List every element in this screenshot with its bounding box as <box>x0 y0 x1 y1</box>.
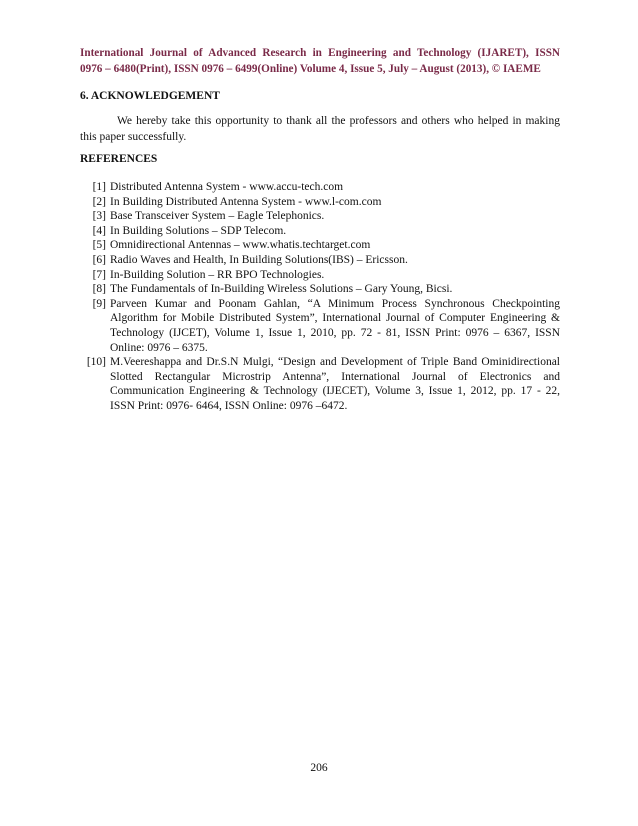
reference-number: [10] <box>86 356 106 369</box>
reference-text: The Fundamentals of In-Building Wireless Solutions – Gary Young, Bicsi. <box>110 283 453 296</box>
reference-item-9 <box>80 297 560 355</box>
reference-text: M.Veereshappa and Dr.S.N Mulgi, “Design and Development of Triple Band Ominidirectional Slotted Rectangular Microstrip Antenna”, International Journal of Electronics and Communication Engineering & Technology (IJECET), Volume 3, Issue 1, 2012, pp. 17 - 22, ISSN Print: 0976- 6464, ISSN Online: 0976 –6472. <box>110 356 560 412</box>
reference-number: [4] <box>92 224 106 237</box>
references-list <box>80 180 560 414</box>
journal-header-line-1: International Journal of Advanced Research in Engineering and Technology (IJARET), ISSN <box>80 47 560 59</box>
reference-number: [1] <box>92 181 106 193</box>
reference-number: [9] <box>92 297 106 310</box>
reference-text: Parveen Kumar and Poonam Gahlan, “A Minimum Process Synchronous Checkpointing Algorithm for Mobile Distributed System”, International Journal of Computer Engineering & Technology (IJCET), Volume 1, Issue 1, 2010, pp. 72 - 81, ISSN Print: 0976 – 6367, ISSN Online: 0976 – 6375. <box>110 297 560 354</box>
reference-number: [2] <box>92 195 106 208</box>
reference-text: Distributed Antenna System - www.accu-tech.com <box>110 181 344 193</box>
reference-text: In Building Distributed Antenna System - www.l-com.com <box>110 195 382 208</box>
reference-number: [7] <box>92 268 106 281</box>
reference-text: In-Building Solution – RR BPO Technologies. <box>110 268 325 281</box>
reference-item-10 <box>80 355 560 413</box>
reference-item-2 <box>80 195 560 210</box>
reference-number: [3] <box>92 210 106 223</box>
reference-number: [5] <box>92 239 106 252</box>
reference-item-3 <box>80 209 560 224</box>
reference-item-8 <box>80 282 560 297</box>
reference-item-1 <box>80 180 560 195</box>
reference-item-6 <box>80 253 560 268</box>
reference-item-4 <box>80 224 560 239</box>
page-number: 206 <box>310 762 328 774</box>
reference-text: Base Transceiver System – Eagle Telephonics. <box>110 210 325 223</box>
reference-text: Omnidirectional Antennas – www.whatis.techtarget.com <box>110 239 371 252</box>
reference-number: [8] <box>92 283 106 296</box>
reference-item-7 <box>80 268 560 283</box>
references-heading: REFERENCES <box>80 153 158 165</box>
reference-number: [6] <box>92 253 106 266</box>
journal-header-line-2: 0976 – 6480(Print), ISSN 0976 – 6499(Online) Volume 4, Issue 5, July – August (2013), © IAEME <box>80 63 541 75</box>
journal-header <box>80 45 560 77</box>
reference-item-5 <box>80 238 560 253</box>
reference-text: In Building Solutions – SDP Telecom. <box>110 224 287 237</box>
acknowledgement-text: We hereby take this opportunity to thank all the professors and others who helped in making this paper successfully. <box>80 115 560 143</box>
acknowledgement-heading: 6. ACKNOWLEDGEMENT <box>80 90 220 102</box>
reference-text: Radio Waves and Health, In Building Solutions(IBS) – Ericsson. <box>110 253 408 266</box>
